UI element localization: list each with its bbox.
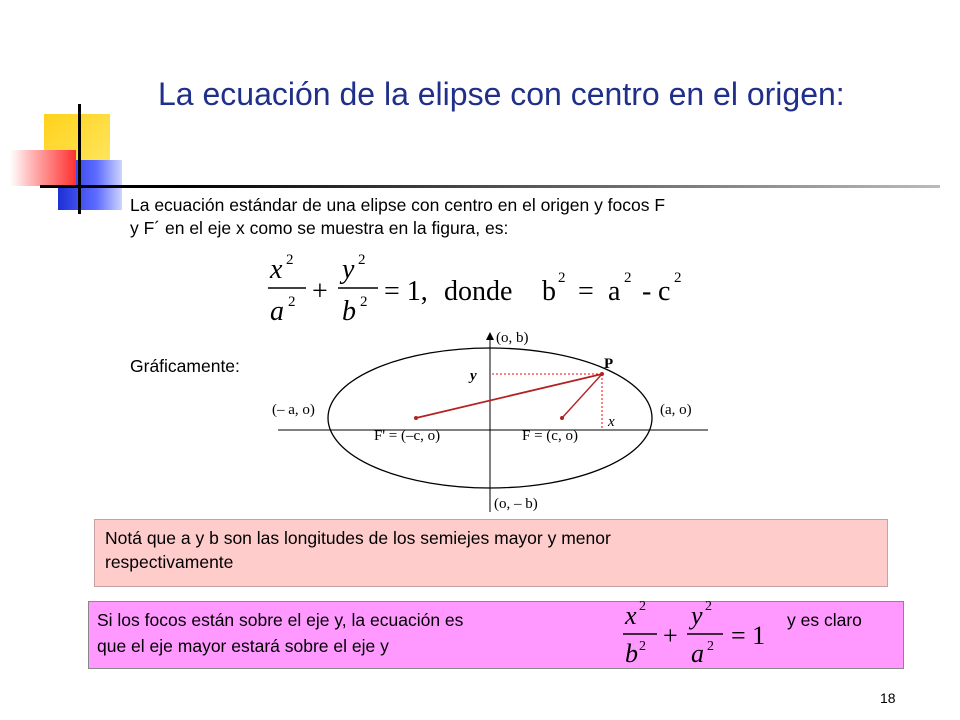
eq-c: c: [658, 276, 671, 307]
svg-text:x: x: [625, 601, 637, 630]
ellipse-equation: [262, 252, 702, 330]
page-number: 18: [880, 690, 896, 706]
foci-line-1: Si los focos están sobre el eje y, la ecuación es: [97, 610, 464, 630]
graficamente-label: Gráficamente:: [130, 356, 240, 376]
eq-a-exp: 2: [288, 294, 296, 310]
note-line-2: respectivamente: [105, 552, 234, 572]
eq-y-exp: 2: [358, 252, 366, 268]
eq-b2-exp: 2: [558, 270, 566, 286]
eq-a: a: [608, 276, 621, 307]
ellipse-figure: [268, 326, 716, 514]
svg-text:= 1: = 1: [731, 621, 766, 650]
label-bottom: (o, – b): [494, 496, 538, 512]
eq-x-denominator: a: [270, 296, 284, 327]
logo-red-bar: [10, 150, 76, 186]
foci-line-2: que el eje mayor estará sobre el eje y: [97, 636, 389, 656]
eq-x-exp: 2: [286, 252, 294, 268]
eq-donde: donde: [444, 276, 513, 307]
point-p: [600, 372, 604, 376]
label-y: y: [470, 368, 477, 384]
focus-f: [560, 416, 564, 420]
foci-box: [88, 601, 904, 669]
svg-text:2: 2: [639, 599, 646, 614]
svg-text:b: b: [625, 639, 638, 668]
svg-text:+: +: [663, 621, 678, 650]
label-top: (o, b): [496, 330, 529, 346]
intro-line-2: y F´ en el eje x como se muestra en la figura, es:: [130, 218, 509, 238]
eq-a2-exp: 2: [624, 270, 632, 286]
label-x: x: [608, 414, 615, 430]
focal-line-f: [562, 374, 602, 418]
svg-text:2: 2: [705, 599, 712, 614]
title-underline: [40, 185, 940, 188]
svg-text:2: 2: [707, 639, 714, 654]
foci-right-text: y es claro: [787, 610, 862, 630]
eq-y-numerator: y: [342, 254, 355, 285]
foci-equation: [619, 594, 789, 672]
label-f: F = (c, o): [522, 428, 578, 444]
slide-title: La ecuación de la elipse con centro en el origen:: [158, 76, 845, 112]
y-axis-arrow: [486, 332, 494, 340]
eq-c2-exp: 2: [674, 270, 682, 286]
intro-line-1: La ecuación estándar de una elipse con centro en el origen y focos F: [130, 195, 666, 215]
label-p: P: [604, 356, 614, 372]
note-box: [94, 519, 888, 587]
eq-minus: -: [642, 276, 652, 307]
eq-equals-one: = 1,: [384, 276, 428, 307]
eq-equals: =: [578, 276, 594, 307]
label-f-prime: F' = (–c, o): [374, 428, 441, 444]
svg-text:2: 2: [639, 639, 646, 654]
eq-y-denominator: b: [342, 296, 356, 327]
svg-text:y: y: [691, 601, 703, 630]
label-right: (a, o): [660, 402, 692, 418]
label-left: (– a, o): [272, 402, 315, 418]
eq-x-numerator: x: [270, 254, 283, 285]
eq-b-exp: 2: [360, 294, 368, 310]
logo-vertical-line: [78, 104, 81, 214]
focal-line-f-prime: [416, 374, 602, 418]
eq-b: b: [542, 276, 556, 307]
svg-text:a: a: [691, 639, 704, 668]
eq-plus: +: [312, 276, 328, 307]
intro-text: [130, 194, 850, 240]
focus-f-prime: [414, 416, 418, 420]
note-line-1: Notá que a y b son las longitudes de los semiejes mayor y menor: [105, 528, 611, 548]
